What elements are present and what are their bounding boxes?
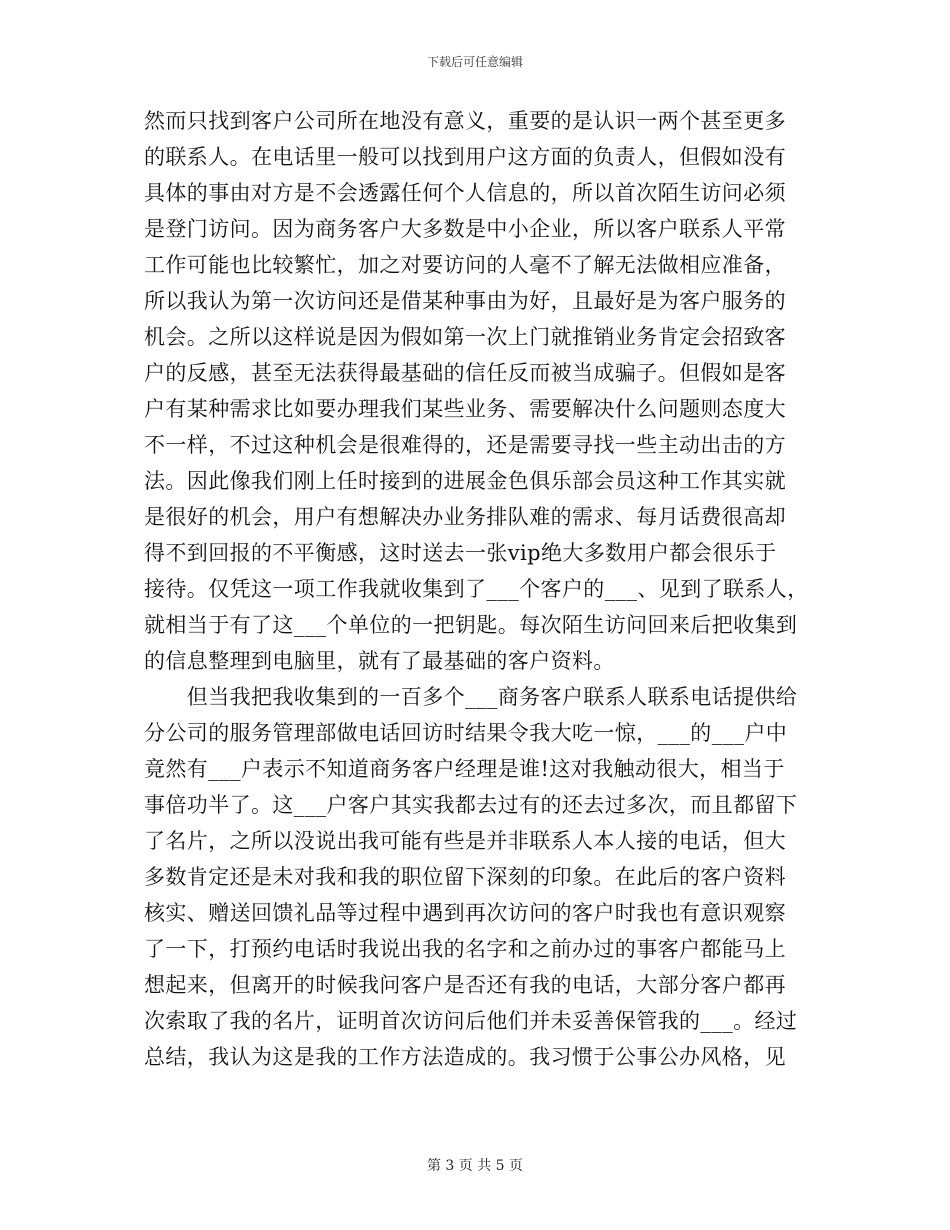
text-line: 是登门访问。因为商务客户大多数是中小企业，所以客户联系人平常 <box>144 217 786 241</box>
text-line: 竟然有___户表示不知道商务客户经理是谁!这对我触动很大，相当于 <box>144 757 785 781</box>
text-line: 机会。之所以这样说是因为假如第一次上门就推销业务肯定会招致客 <box>144 325 786 349</box>
page-footer: 第 3 页 共 5 页 <box>426 1158 524 1174</box>
text-line: 的联系人。在电话里一般可以找到用户这方面的负责人，但假如没有 <box>144 145 786 169</box>
text-line: 法。因此像我们刚上任时接到的进展金色俱乐部会员这种工作其实就 <box>144 469 786 493</box>
text-line: 次索取了我的名片，证明首次访问后他们并未妥善保管我的___。经过 <box>144 1009 798 1033</box>
text-line: 总结，我认为这是我的工作方法造成的。我习惯于公事公办风格，见 <box>144 1045 786 1069</box>
text-line: 事倍功半了。这___户客户其实我都去过有的还去过多次，而且都留下 <box>144 793 798 817</box>
text-line: 户的反感，甚至无法获得最基础的信任反而被当成骗子。但假如是客 <box>144 361 786 385</box>
text-line: 多数肯定还是未对我和我的职位留下深刻的印象。在此后的客户资料 <box>144 865 786 889</box>
text-line: 得不到回报的不平衡感，这时送去一张vip绝大多数用户都会很乐于 <box>144 541 777 565</box>
text-line: 但当我把我收集到的一百多个___商务客户联系人联系电话提供给 <box>144 685 798 709</box>
text-line: 接待。仅凭这一项工作我就收集到了___个客户的___、见到了联系人， <box>144 577 809 601</box>
text-line: 工作可能也比较繁忙，加之对要访问的人毫不了解无法做相应准备， <box>144 253 786 277</box>
text-line: 户有某种需求比如要办理我们某些业务、需要解决什么问题则态度大 <box>144 397 786 421</box>
text-line: 的信息整理到电脑里，就有了最基础的客户资料。 <box>144 649 615 673</box>
text-line: 分公司的服务管理部做电话回访时结果令我大吃一惊，___的___户中 <box>144 721 788 745</box>
text-line: 然而只找到客户公司所在地没有意义，重要的是认识一两个甚至更多 <box>144 109 786 133</box>
text-line: 不一样，不过这种机会是很难得的，还是需要寻找一些主动出击的方 <box>144 433 786 457</box>
text-line: 想起来，但离开的时候我问客户是否还有我的电话，大部分客户都再 <box>144 973 786 997</box>
document-body <box>144 103 812 1075</box>
page-header: 下载后可任意编辑 <box>426 55 523 69</box>
text-line: 核实、赠送回馈礼品等过程中遇到再次访问的客户时我也有意识观察 <box>144 901 786 925</box>
text-line: 了名片，之所以没说出我可能有些是并非联系人本人接的电话，但大 <box>144 829 786 853</box>
text-line: 是很好的机会，用户有想解决办业务排队难的需求、每月话费很高却 <box>144 505 786 529</box>
text-line: 所以我认为第一次访问还是借某种事由为好，且最好是为客户服务的 <box>144 289 786 313</box>
text-line: 具体的事由对方是不会透露任何个人信息的，所以首次陌生访问必须 <box>144 181 786 205</box>
text-line: 就相当于有了这___个单位的一把钥匙。每次陌生访问回来后把收集到 <box>144 613 798 637</box>
text-line: 了一下，打预约电话时我说出我的名字和之前办过的事客户都能马上 <box>144 937 786 961</box>
